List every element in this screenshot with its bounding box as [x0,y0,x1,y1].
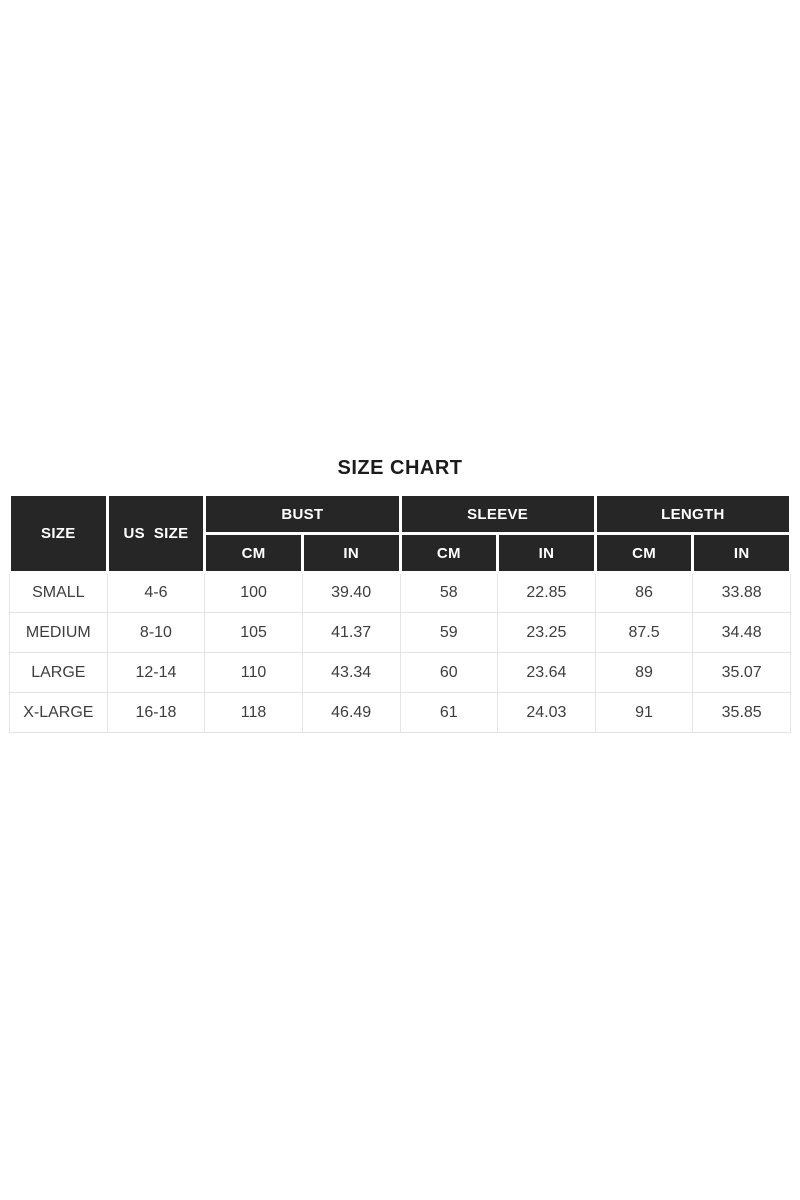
size-label-cell: LARGE [10,653,108,693]
sleeve-group-header: SLEEVE [400,495,595,534]
sleeve-in-cell: 23.25 [498,613,596,653]
sleeve-cm-cell: 61 [400,693,498,733]
length-cm-cell: 87.5 [595,613,693,653]
table-header [10,495,791,573]
sleeve-cm-subheader: CM [400,534,498,573]
bust-group-header: BUST [205,495,400,534]
us-size-cell: 16-18 [107,693,205,733]
bust-in-cell: 41.37 [302,613,400,653]
length-in-cell: 35.07 [693,653,791,693]
table-row-medium [10,613,791,653]
bust-in-cell: 46.49 [302,693,400,733]
length-in-cell: 33.88 [693,573,791,613]
length-in-cell: 34.48 [693,613,791,653]
bust-cm-cell: 105 [205,613,303,653]
bust-in-cell: 43.34 [302,653,400,693]
us-size-cell: 12-14 [107,653,205,693]
bust-in-subheader: IN [302,534,400,573]
size-label-cell: X-LARGE [10,693,108,733]
header-row-groups [10,495,791,534]
us-size-cell: 4-6 [107,573,205,613]
table-row-large [10,653,791,693]
us-size-cell: 8-10 [107,613,205,653]
size-column-header: SIZE [10,495,108,573]
bust-cm-subheader: CM [205,534,303,573]
sleeve-in-cell: 24.03 [498,693,596,733]
sleeve-in-cell: 23.64 [498,653,596,693]
size-label-cell: MEDIUM [10,613,108,653]
bust-cm-cell: 110 [205,653,303,693]
length-cm-cell: 89 [595,653,693,693]
table-body [10,573,791,733]
table-row-small [10,573,791,613]
length-cm-cell: 86 [595,573,693,613]
length-cm-subheader: CM [595,534,693,573]
us-size-column-header: US SIZE [107,495,205,573]
sleeve-in-cell: 22.85 [498,573,596,613]
length-in-subheader: IN [693,534,791,573]
sleeve-cm-cell: 60 [400,653,498,693]
sleeve-cm-cell: 58 [400,573,498,613]
size-label-cell: SMALL [10,573,108,613]
length-in-cell: 35.85 [693,693,791,733]
size-chart-title: SIZE CHART [337,457,463,479]
sleeve-cm-cell: 59 [400,613,498,653]
sleeve-in-subheader: IN [498,534,596,573]
bust-in-cell: 39.40 [302,573,400,613]
bust-cm-cell: 118 [205,693,303,733]
bust-cm-cell: 100 [205,573,303,613]
table-row-x-large [10,693,791,733]
length-cm-cell: 91 [595,693,693,733]
length-group-header: LENGTH [595,495,790,534]
size-chart-table [8,493,792,733]
